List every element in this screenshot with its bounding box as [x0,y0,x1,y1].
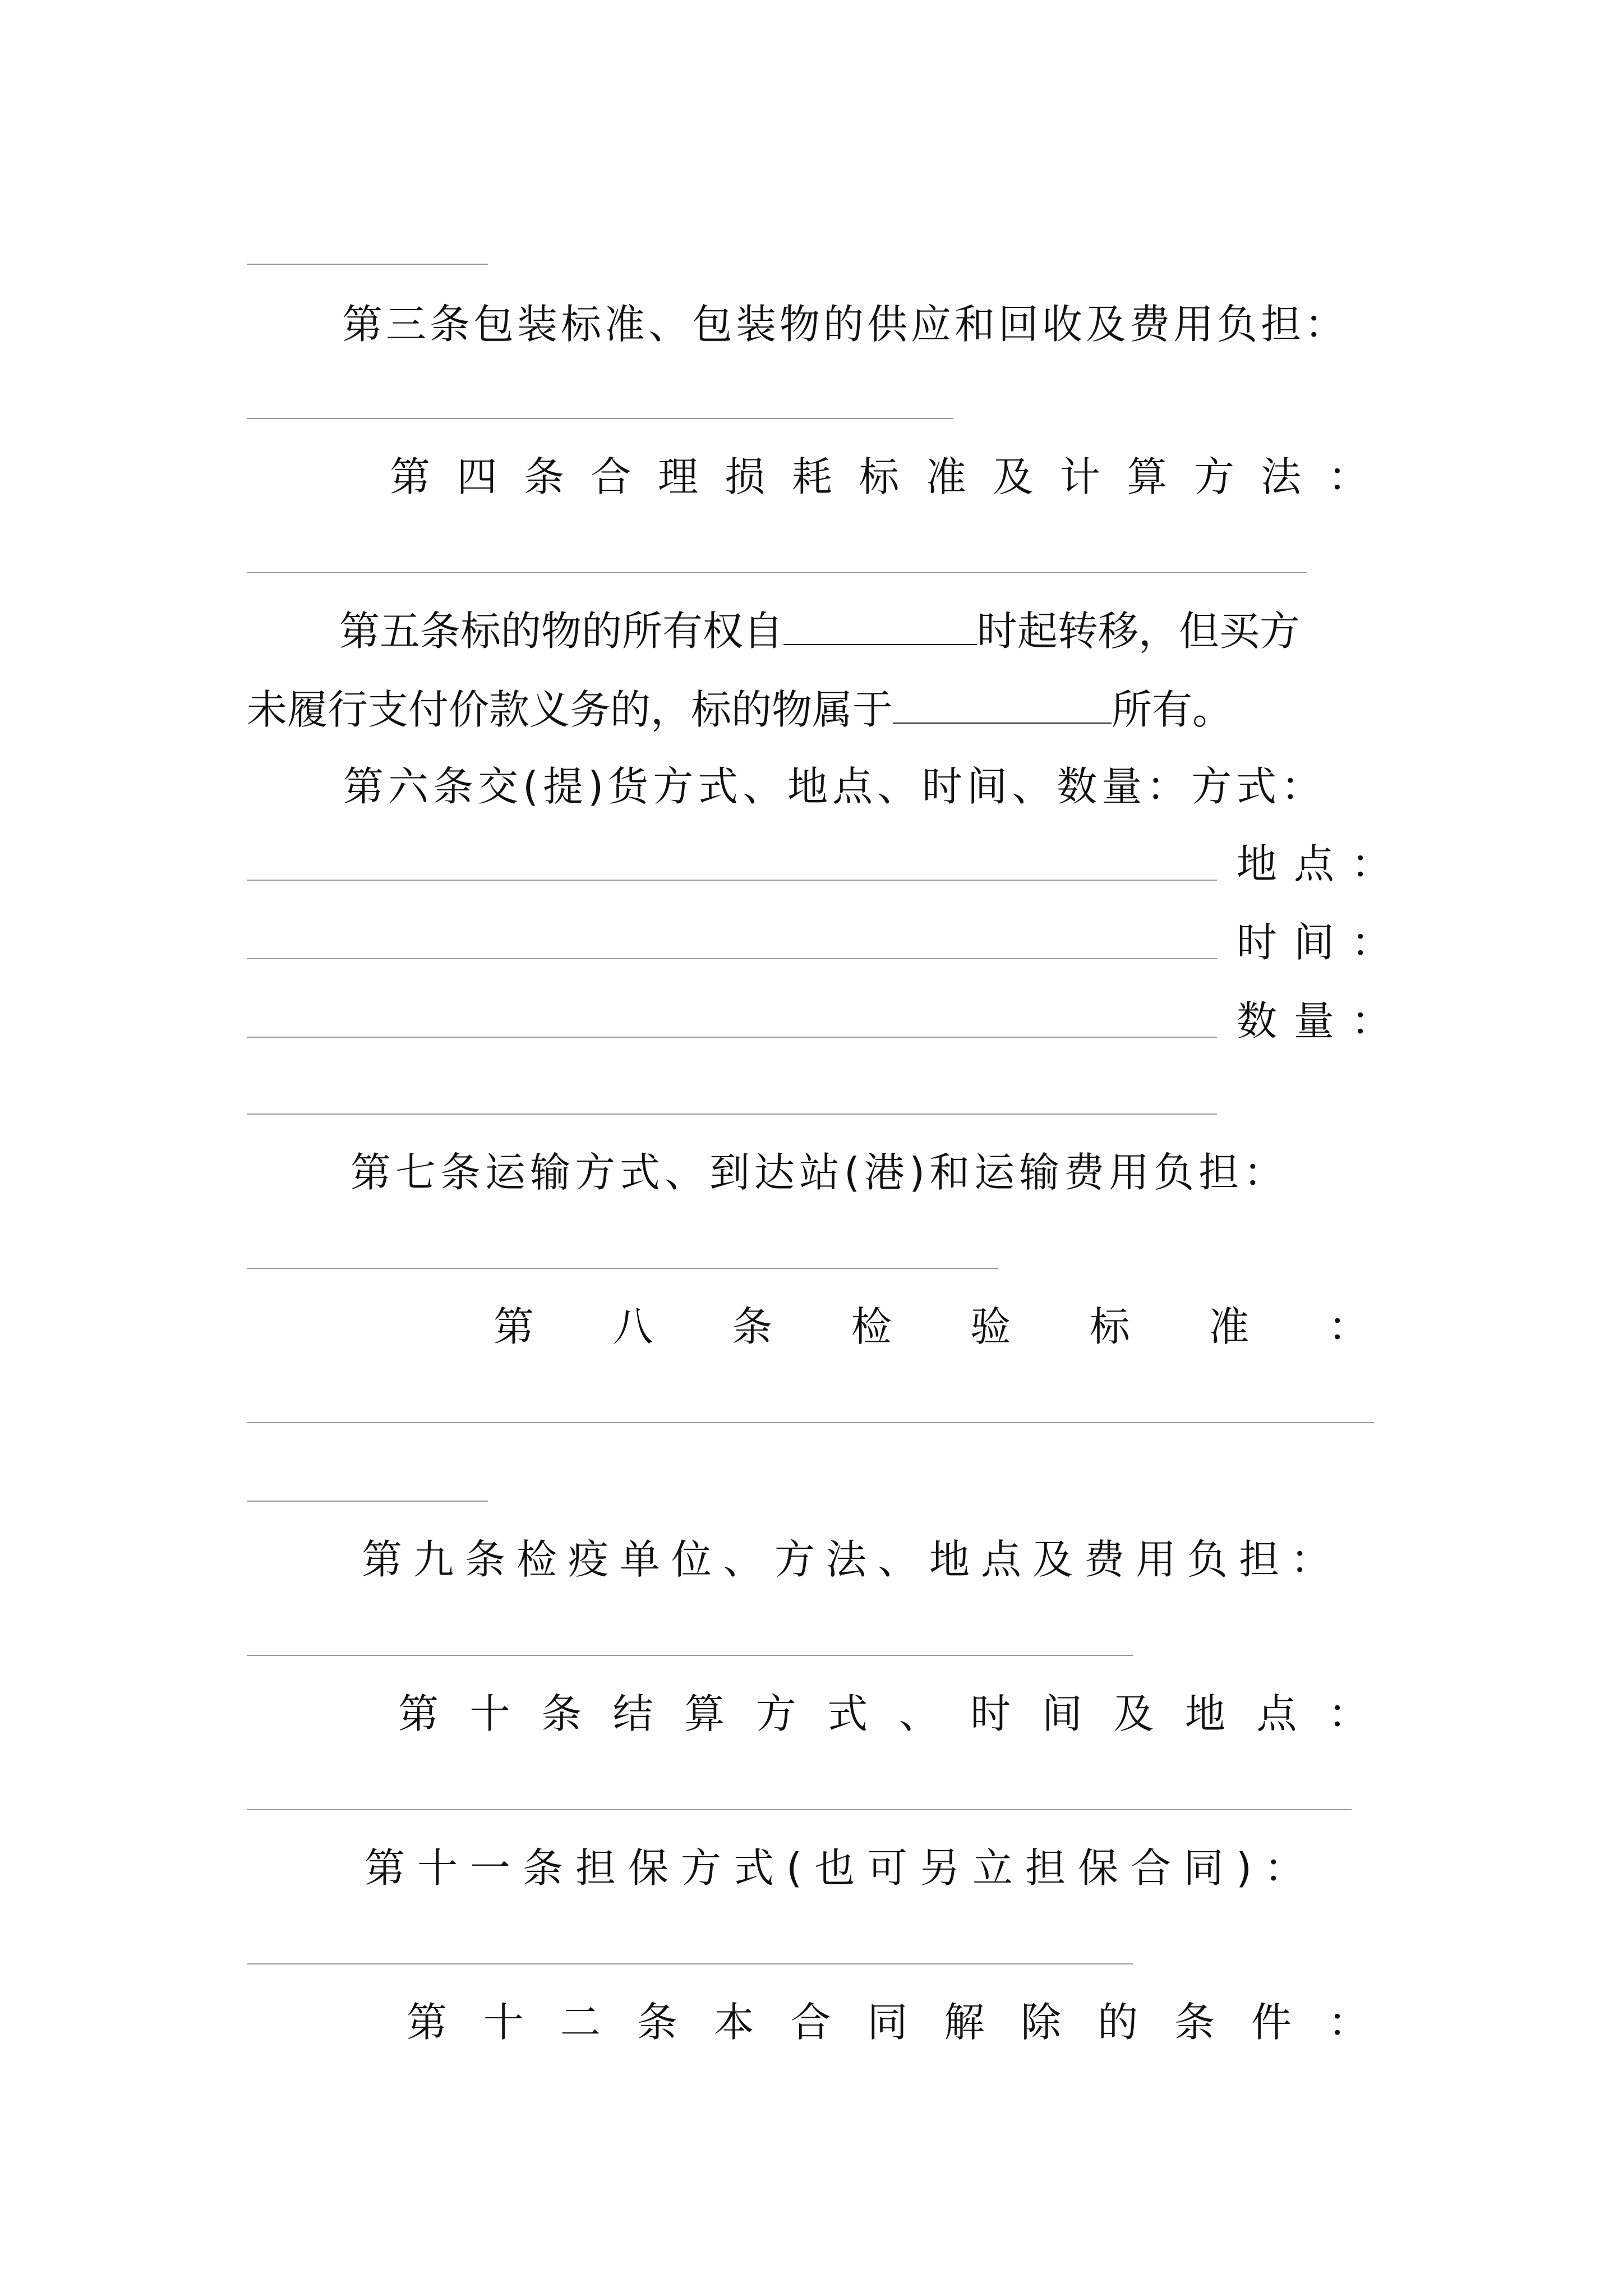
clause-4-text-part: 及 [993,453,1034,500]
clause-10-text-part: 、 [898,1690,939,1737]
clause-5-text: 所有。 [1112,686,1233,733]
clause-8-text-part: 检 [851,1303,892,1350]
clause-4-text-part: 损 [725,453,766,500]
clause-4-text-part: 耗 [791,453,832,500]
clause-6-time-label: 时间： [1237,919,1409,966]
clause-4-text-part: 准 [925,453,966,500]
clause-4 [390,449,1368,505]
clause-8-text-part: 验 [970,1303,1011,1350]
clause-10-text-part: 条 [541,1690,582,1737]
clause-12-text-part: 的 [1098,1999,1138,2046]
clause-4-text-part: 方 [1193,453,1234,500]
fill-line [247,958,1217,959]
clause-4-text-part: 条 [523,453,564,500]
clause-10-text-part: 点 [1256,1690,1297,1737]
clause-12-text-part: 二 [560,1999,601,2046]
fill-line [247,1114,1217,1115]
clause-12-text-part: 合 [790,1999,831,2046]
clause-8 [494,1299,1368,1355]
fill-line [247,1809,1352,1810]
clause-3: 第三条包装标准、包装物的供应和回收及费用负担： [342,301,1349,348]
clause-5-line-2 [247,682,1233,738]
fill-line [247,418,953,419]
clause-10-text-part: 间 [1041,1690,1082,1737]
clause-12-text-part: 除 [1021,1999,1062,2046]
clause-12-text-part: 解 [944,1999,985,2046]
clause-5-text: 第五条标的物的所有权自 [339,608,784,655]
clause-10-text-part: 时 [970,1690,1011,1737]
fill-line [247,1501,488,1502]
clause-7: 第七条运输方式、到达站(港)和运输费用负担： [351,1149,1289,1196]
clause-10-text-part: 第 [398,1690,439,1737]
clause-8-text-part: 八 [612,1303,653,1350]
fill-line [247,1655,1133,1656]
clause-12-text-part: 同 [867,1999,908,2046]
clause-10-text-part: 及 [1113,1690,1154,1737]
clause-10-text-part: 算 [684,1690,725,1737]
clause-5-text: 时起转移，但买方 [977,608,1301,655]
ownership-time-blank[interactable] [783,605,977,645]
clause-8-text-part: 准 [1209,1303,1249,1350]
fill-line [247,1963,1133,1964]
fill-line [247,1422,1374,1423]
clause-12-text-part: 件 [1251,1999,1292,2046]
clause-12-text-part: 十 [483,1999,524,2046]
clause-4-text-part: 计 [1059,453,1100,500]
clause-10-text-part: 式 [827,1690,868,1737]
clause-12-text-part: 条 [1174,1999,1215,2046]
clause-8-text-part: 第 [494,1303,534,1350]
clause-12-text-part: 条 [637,1999,677,2046]
clause-6-place-label: 地点： [1237,840,1409,887]
clause-10-text-part: 地 [1184,1690,1225,1737]
clause-6-qty-label: 数量： [1237,997,1409,1045]
fill-line [247,572,1307,573]
clause-5-text: 未履行支付价款义务的，标的物属于 [247,686,893,733]
clause-6: 第六条交(提)货方式、地点、时间、数量：方式： [343,763,1326,810]
clause-12-text-part: ： [1327,1999,1368,2046]
clause-12-text-part: 本 [713,1999,754,2046]
clause-12-text-part: 第 [407,1999,448,2046]
clause-4-text-part: 法 [1261,453,1302,500]
clause-4-text-part: 合 [591,453,631,500]
fill-line [247,264,488,265]
clause-10-text-part: ： [1327,1690,1368,1737]
clause-4-text-part: 算 [1127,453,1168,500]
clause-10-text-part: 结 [612,1690,653,1737]
ownership-party-blank[interactable] [893,683,1112,724]
fill-line [247,1268,998,1269]
clause-5-line-1 [339,603,1300,659]
fill-line [247,1037,1217,1038]
clause-4-text-part: 第 [390,453,431,500]
clause-8-text-part: ： [1327,1303,1368,1350]
clause-8-text-part: 条 [732,1303,773,1350]
clause-4-text-part: 四 [457,453,497,500]
clause-11: 第十一条担保方式(也可另立担保合同)： [365,1844,1317,1892]
clause-8-text-part: 标 [1089,1303,1130,1350]
clause-12 [407,1994,1368,2050]
clause-10-text-part: 方 [755,1690,796,1737]
clause-4-text-part: 标 [859,453,900,500]
clause-4-text-part: 理 [657,453,698,500]
clause-4-text-part: ： [1327,453,1368,500]
clause-9: 第九条检疫单位、方法、地点及费用负担： [362,1536,1343,1583]
clause-10 [398,1686,1368,1742]
clause-10-text-part: 十 [469,1690,510,1737]
fill-line [247,880,1217,881]
